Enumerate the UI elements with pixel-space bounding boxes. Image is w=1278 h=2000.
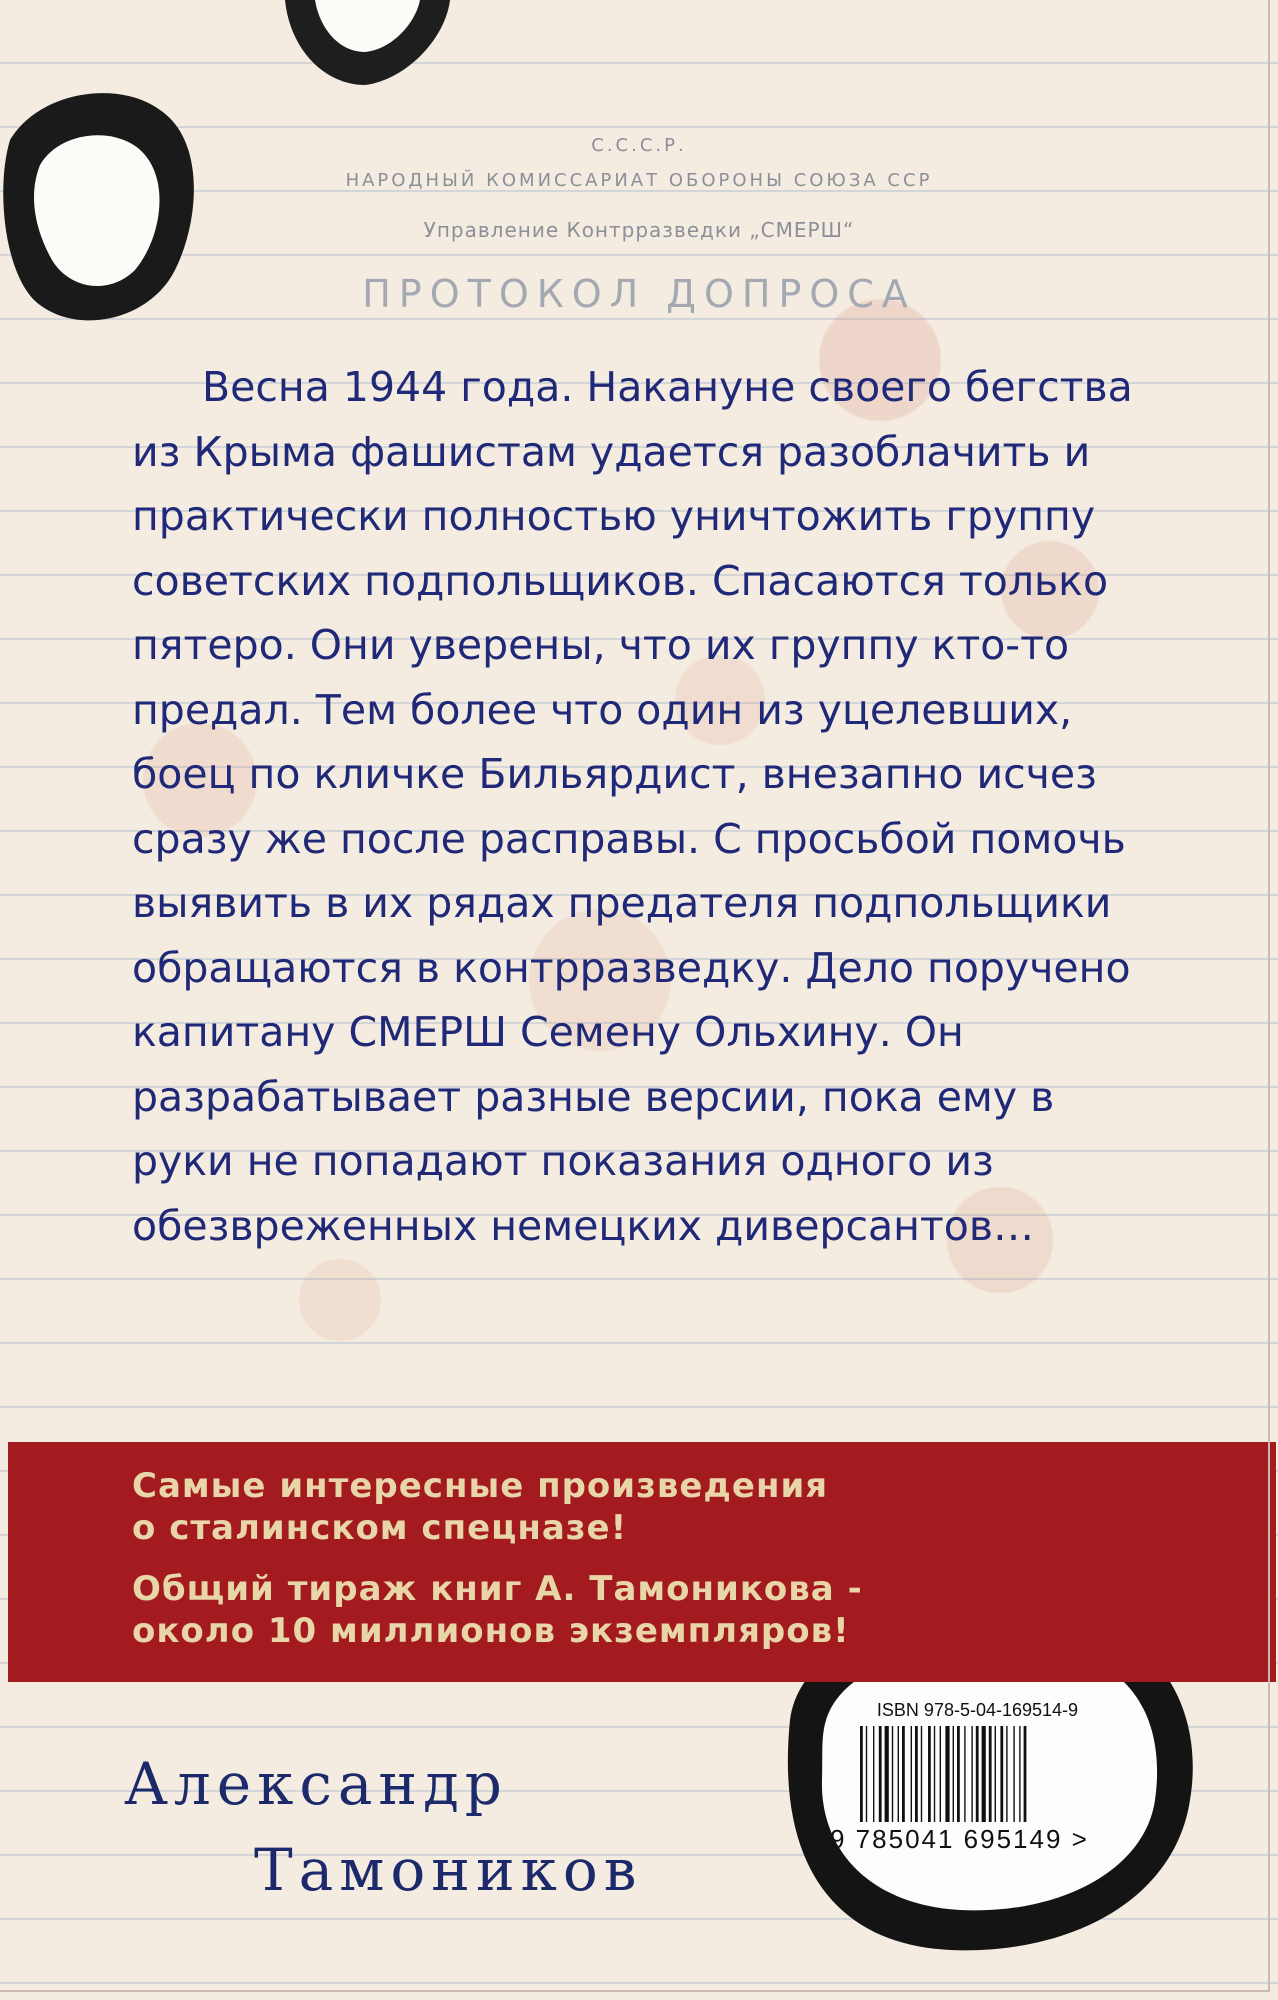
barcode-bar bbox=[1006, 1726, 1007, 1822]
barcode-bar bbox=[957, 1726, 960, 1822]
header-protocol-title: ПРОТОКОЛ ДОПРОСА bbox=[362, 272, 916, 316]
header-country: С.С.С.Р. bbox=[591, 135, 687, 156]
isbn-label: ISBN 978-5-04-169514-9 bbox=[876, 1700, 1079, 1720]
promo-line-1: Самые интересные произведения bbox=[132, 1466, 829, 1506]
barcode-bar bbox=[885, 1726, 889, 1822]
barcode-bar bbox=[1024, 1726, 1027, 1822]
barcode-bar bbox=[892, 1726, 893, 1822]
author-first-name: Александр bbox=[124, 1750, 508, 1818]
barcode-bar bbox=[945, 1726, 949, 1822]
barcode-bar bbox=[982, 1726, 986, 1822]
burnt-hole-top bbox=[285, 0, 450, 90]
barcode-bar bbox=[873, 1726, 874, 1822]
barcode-bar bbox=[879, 1726, 882, 1822]
barcode-block bbox=[830, 1700, 1105, 1855]
promo-circulation bbox=[132, 1568, 1092, 1652]
barcode-bar bbox=[1013, 1726, 1014, 1822]
barcode-bar bbox=[928, 1726, 931, 1822]
barcode-bar bbox=[866, 1726, 867, 1822]
promo-line-3: Общий тираж книг А. Тамоникова - bbox=[132, 1569, 863, 1609]
promo-tagline bbox=[132, 1465, 1092, 1549]
barcode-bar bbox=[995, 1726, 996, 1822]
promo-line-2: о сталинском спецназе! bbox=[132, 1508, 628, 1548]
author-last-name: Тамоников bbox=[254, 1836, 643, 1904]
blurb-text: Весна 1944 года. Накануне своего бегства из Крыма фашистам удается разоблачить и практически полностью уничтожить группу советских подпольщиков. Спасаются только пятеро. Они уверены, что их группу кто-то предал. Тем более что один из уцелевших, боец по кличке Бильярдист, внезапно исчез сразу же после расправы. С просьбой помочь выявить в их рядах предателя подпольщики обращаются в контрразведку. Дело поручено капитану СМЕРШ Семену Ольхину. Он разрабатывает разные версии, пока ему в руки не попадают показания одного из обезвреженных немецких диверсантов… bbox=[132, 363, 1133, 1250]
barcode-bar bbox=[964, 1726, 965, 1822]
barcode-bar bbox=[934, 1726, 935, 1822]
barcode-bar bbox=[971, 1726, 972, 1822]
barcode-bar bbox=[902, 1726, 905, 1822]
promo-line-4: около 10 миллионов экземпляров! bbox=[132, 1611, 850, 1651]
barcode-bar bbox=[860, 1726, 863, 1822]
barcode-bars bbox=[860, 1726, 1100, 1822]
barcode-bar bbox=[940, 1726, 941, 1822]
ean-digits: 9 785041 695149 > bbox=[830, 1824, 1089, 1854]
header-commissariat: НАРОДНЫЙ КОМИССАРИАТ ОБОРОНЫ СОЮЗА ССР bbox=[345, 170, 933, 191]
barcode-bar bbox=[1019, 1726, 1020, 1822]
barcode-bar bbox=[921, 1726, 922, 1822]
barcode-bar bbox=[989, 1726, 992, 1822]
barcode-bar bbox=[898, 1726, 899, 1822]
barcode-bar bbox=[911, 1726, 912, 1822]
header-directorate: Управление Контрразведки „СМЕРШ“ bbox=[423, 218, 855, 242]
barcode-bar bbox=[915, 1726, 918, 1822]
barcode-bar bbox=[1000, 1726, 1003, 1822]
barcode-bar bbox=[976, 1726, 979, 1822]
barcode-bar bbox=[953, 1726, 954, 1822]
book-blurb bbox=[132, 355, 1162, 1258]
